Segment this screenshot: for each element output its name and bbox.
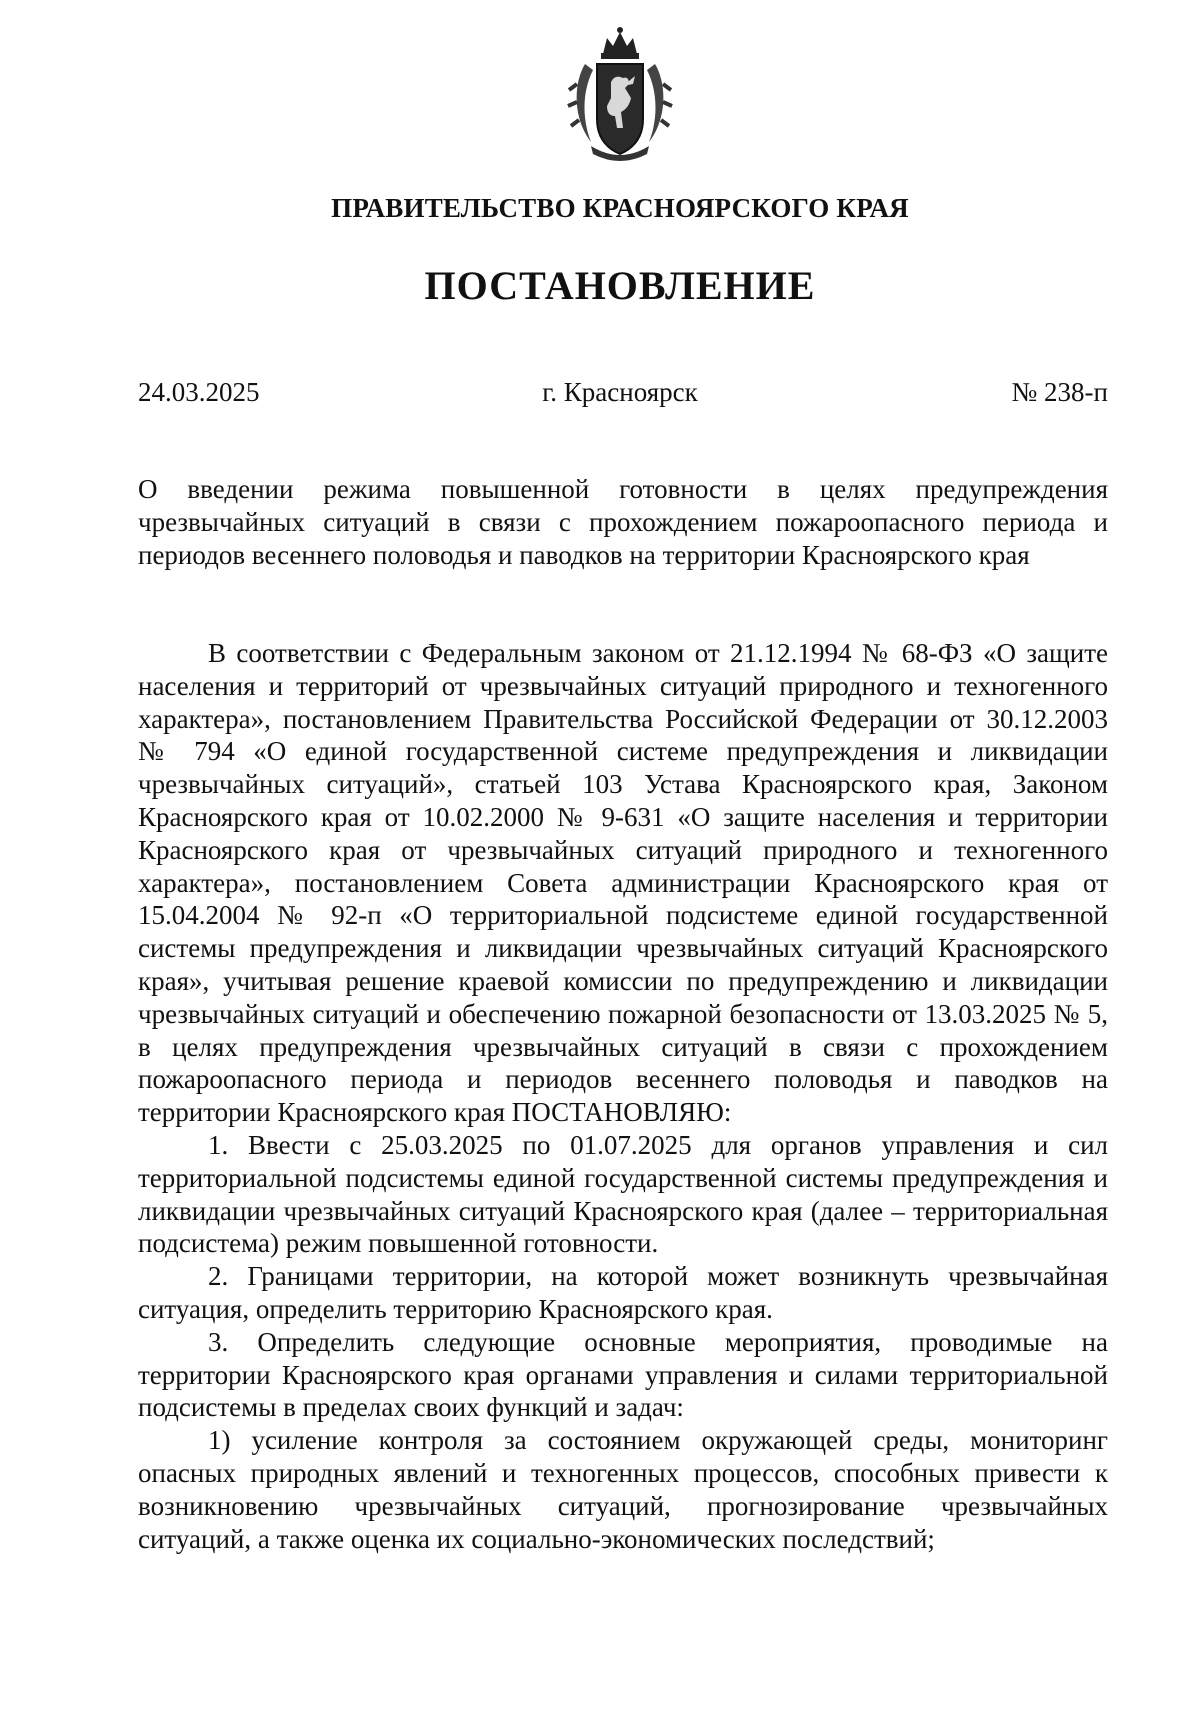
item-3-paragraph: 3. Определить следующие основные мероприятия, проводимые на территории Красноярского края органами управления и силами территориальной подсистемы в пределах своих функций и задач:	[138, 1326, 1108, 1423]
government-name: ПРАВИТЕЛЬСТВО КРАСНОЯРСКОГО КРАЯ	[331, 193, 909, 223]
item-3-1-paragraph: 1) усиление контроля за состоянием окружающей среды, мониторинг опасных природных явлений и техногенных процессов, способных привести к возникновению чрезвычайных ситуаций, прогнозирование чрезвычайных ситуаций, а также оценка их социально-экономических последствий;	[138, 1425, 1108, 1554]
item-1-paragraph: 1. Ввести с 25.03.2025 по 01.07.2025 для органов управления и сил территориальной подсистемы единой государственной системы предупреждения и ликвидации чрезвычайных ситуаций Красноярского края (далее – территориальная подсистема) режим повышенной готовности.	[138, 1129, 1108, 1259]
document-number: № 238-п	[1011, 377, 1108, 407]
document-city: г. Красноярск	[542, 377, 698, 407]
coat-of-arms-icon	[563, 24, 677, 164]
document-body	[138, 637, 1108, 1555]
document-date: 24.03.2025	[138, 377, 260, 407]
preamble-paragraph: В соответствии с Федеральным законом от 21.12.1994 № 68-ФЗ «О защите населения и территорий от чрезвычайных ситуаций природного и техногенного характера», постановлением Правительства Российской Федерации от 30.12.2003 № 794 «О единой государственной системе предупреждения и ликвидации чрезвычайных ситуаций», статьей 103 Устава Красноярского края, Законом Красноярского края от 10.02.2000 № 9-631 «О защите населения и территории Красноярского края от чрезвычайных ситуаций природного и техногенного характера», постановлением Совета администрации Красноярского края от 15.04.2004 № 92-п «О территориальной подсистеме единой государственной системы предупреждения и ликвидации чрезвычайных ситуаций Красноярского края», учитывая решение краевой комиссии по предупреждению и ликвидации чрезвычайных ситуаций и обеспечению пожарной безопасности от 13.03.2025 № 5, в целях предупреждения чрезвычайных ситуаций в связи с прохождением пожароопасного периода и периодов весеннего половодья и паводков на территории Красноярского края ПОСТАНОВЛЯЮ:	[138, 638, 1108, 1128]
document-subject: О введении режима повышенной готовности в целях предупреждения чрезвычайных ситуаций в связи с прохождением пожароопасного периода и периодов весеннего половодья и паводков на территории Красноярского края	[138, 474, 1108, 570]
item-2-paragraph: 2. Границами территории, на которой может возникнуть чрезвычайная ситуация, определить территорию Красноярского края.	[138, 1261, 1108, 1324]
document-type-title: ПОСТАНОВЛЕНИЕ	[424, 263, 816, 308]
